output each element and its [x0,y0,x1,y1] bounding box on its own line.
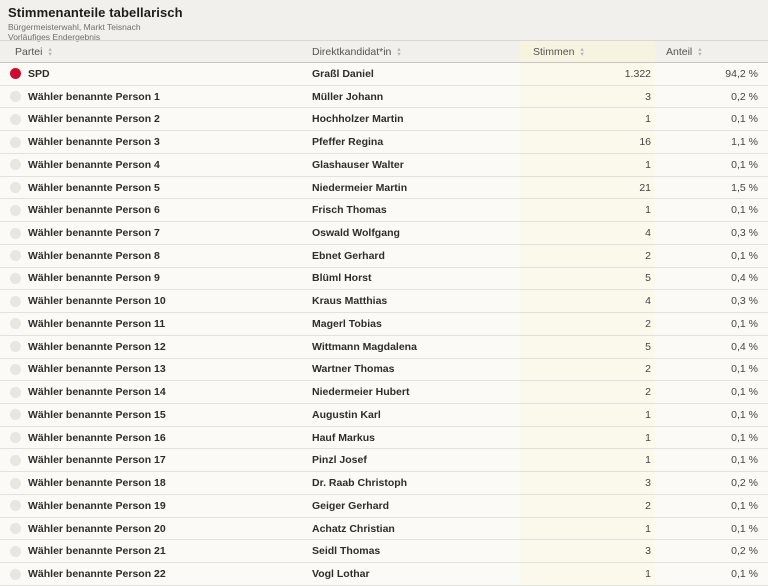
table-body [0,63,768,586]
party-color-dot [10,409,21,420]
candidate-cell [310,86,520,108]
candidate-cell [310,404,520,426]
page-head [0,0,768,40]
share-value: 0,1 % [731,408,758,421]
party-color-dot [10,387,21,398]
party-color-dot [10,159,21,170]
table-row [0,245,768,268]
share-value: 0,2 % [731,90,758,103]
party-color-dot [10,182,21,193]
votes-value: 1 [645,431,651,444]
party-color-dot [10,114,21,125]
table-header-row [0,40,768,63]
table-row [0,472,768,495]
party-color-dot [10,137,21,148]
votes-value: 1 [645,408,651,421]
share-cell [655,245,768,267]
votes-cell [520,404,655,426]
party-cell [0,472,310,494]
party-color-dot [10,478,21,489]
table-row [0,131,768,154]
party-color-dot [10,91,21,102]
votes-cell [520,449,655,471]
candidate-label: Müller Johann [312,90,384,103]
share-cell [655,404,768,426]
candidate-label: Niedermeier Martin [312,181,408,194]
share-cell [655,449,768,471]
candidate-cell [310,131,520,153]
party-label: Wähler benannte Person 19 [28,499,166,512]
votes-value: 5 [645,340,651,353]
party-label: Wähler benannte Person 15 [28,408,166,421]
candidate-cell [310,63,520,85]
candidate-label: Niedermeier Hubert [312,386,410,399]
candidate-cell [310,290,520,312]
candidate-cell [310,518,520,540]
party-label: Wähler benannte Person 10 [28,295,166,308]
candidate-cell [310,199,520,221]
party-color-dot [10,432,21,443]
share-value: 0,1 % [731,158,758,171]
votes-cell [520,86,655,108]
share-cell [655,199,768,221]
votes-value: 5 [645,272,651,285]
page-title: Stimmenanteile tabellarisch [8,5,183,20]
votes-cell [520,63,655,85]
party-cell [0,86,310,108]
party-label: Wähler benannte Person 18 [28,477,166,490]
share-cell [655,359,768,381]
party-cell [0,222,310,244]
candidate-cell [310,359,520,381]
share-cell [655,177,768,199]
table-row [0,268,768,291]
sort-icon[interactable]: ▴ ▾ [580,45,584,58]
party-cell [0,154,310,176]
share-value: 0,1 % [731,113,758,126]
share-value: 0,1 % [731,204,758,217]
column-header-partei[interactable] [0,41,310,62]
votes-value: 4 [645,295,651,308]
party-cell [0,108,310,130]
share-value: 94,2 % [725,67,758,80]
candidate-label: Kraus Matthias [312,295,388,308]
party-label: Wähler benannte Person 17 [28,454,166,467]
votes-value: 2 [645,249,651,262]
candidate-label: Glashauser Walter [312,158,404,171]
share-cell [655,131,768,153]
votes-cell [520,290,655,312]
party-cell [0,449,310,471]
candidate-label: Frisch Thomas [312,204,387,217]
share-cell [655,427,768,449]
party-label: Wähler benannte Person 13 [28,363,166,376]
table-row [0,222,768,245]
candidate-cell [310,495,520,517]
votes-value: 1 [645,113,651,126]
party-color-dot [10,523,21,534]
party-color-dot [10,205,21,216]
table-row [0,199,768,222]
votes-cell [520,177,655,199]
share-cell [655,336,768,358]
votes-cell [520,313,655,335]
share-value: 0,2 % [731,477,758,490]
party-label: Wähler benannte Person 22 [28,568,166,581]
share-cell [655,381,768,403]
table-row [0,177,768,200]
party-color-dot [10,341,21,352]
candidate-cell [310,177,520,199]
votes-cell [520,359,655,381]
votes-cell [520,154,655,176]
votes-value: 1 [645,158,651,171]
votes-cell [520,427,655,449]
table-row [0,563,768,586]
party-cell [0,131,310,153]
candidate-label: Ebnet Gerhard [312,249,385,262]
candidate-label: Wittmann Magdalena [312,340,417,353]
table-row [0,63,768,86]
candidate-cell [310,245,520,267]
votes-cell [520,108,655,130]
votes-cell [520,222,655,244]
party-color-dot [10,318,21,329]
column-header-anteil[interactable] [655,41,768,62]
share-value: 0,1 % [731,363,758,376]
table-row [0,154,768,177]
votes-value: 2 [645,386,651,399]
party-color-dot [10,455,21,466]
votes-cell [520,336,655,358]
candidate-cell [310,108,520,130]
share-cell [655,86,768,108]
party-label: SPD [28,67,50,80]
party-cell [0,381,310,403]
candidate-label: Pfeffer Regina [312,136,384,149]
party-color-dot [10,296,21,307]
votes-value: 3 [645,90,651,103]
column-header-partei-label: Partei [15,45,43,58]
candidate-label: Blüml Horst [312,272,372,285]
share-value: 0,4 % [731,272,758,285]
votes-cell [520,381,655,403]
table-row [0,359,768,382]
subtitle-result-status: Vorläufiges Endergebnis [8,32,101,42]
party-color-dot [10,500,21,511]
votes-value: 3 [645,477,651,490]
candidate-cell [310,154,520,176]
sort-icon[interactable]: ▴ ▾ [397,45,401,58]
candidate-label: Dr. Raab Christoph [312,477,408,490]
party-label: Wähler benannte Person 4 [28,158,160,171]
party-cell [0,313,310,335]
votes-value: 2 [645,363,651,376]
share-value: 0,1 % [731,249,758,262]
table-row [0,336,768,359]
candidate-cell [310,381,520,403]
table-row [0,518,768,541]
candidate-cell [310,268,520,290]
share-value: 0,1 % [731,386,758,399]
share-cell [655,290,768,312]
party-cell [0,359,310,381]
party-label: Wähler benannte Person 20 [28,522,166,535]
candidate-label: Seidl Thomas [312,545,381,558]
column-header-direktkandidat[interactable] [310,41,520,62]
share-value: 0,4 % [731,340,758,353]
share-cell [655,472,768,494]
column-header-anteil-label: Anteil [666,45,693,58]
share-value: 0,1 % [731,499,758,512]
share-value: 0,3 % [731,295,758,308]
votes-cell [520,131,655,153]
votes-cell [520,268,655,290]
table-row [0,495,768,518]
share-value: 0,3 % [731,227,758,239]
share-cell [655,518,768,540]
party-label: Wähler benannte Person 8 [28,249,160,262]
share-cell [655,222,768,244]
votes-value: 1 [645,522,651,535]
party-cell [0,245,310,267]
votes-cell [520,199,655,221]
party-color-dot [10,250,21,261]
votes-value: 4 [645,227,651,239]
share-cell [655,268,768,290]
party-cell [0,427,310,449]
party-label: Wähler benannte Person 1 [28,90,160,103]
party-color-dot [10,273,21,284]
party-cell [0,563,310,585]
party-label: Wähler benannte Person 21 [28,545,166,558]
table-row [0,404,768,427]
party-label: Wähler benannte Person 5 [28,181,160,194]
table-row [0,86,768,109]
table-row [0,313,768,336]
candidate-cell [310,427,520,449]
share-cell [655,63,768,85]
votes-cell [520,540,655,562]
share-value: 0,2 % [731,545,758,558]
candidate-cell [310,472,520,494]
votes-value: 1 [645,204,651,217]
candidate-label: Graßl Daniel [312,67,374,80]
table-row [0,108,768,131]
candidate-label: Geiger Gerhard [312,499,390,512]
column-header-stimmen[interactable] [520,41,655,62]
table-row [0,381,768,404]
party-label: Wähler benannte Person 12 [28,340,166,353]
share-cell [655,108,768,130]
table-row [0,427,768,450]
candidate-cell [310,336,520,358]
table-row [0,449,768,472]
candidate-label: Magerl Tobias [312,317,382,330]
votes-cell [520,518,655,540]
votes-value: 1.322 [624,67,651,80]
subtitle-election: Bürgermeisterwahl, Markt Teisnach [8,22,141,32]
column-header-direktkandidat-label: Direktkandidat*in [312,45,392,58]
share-value: 0,1 % [731,522,758,535]
party-color-dot [10,228,21,239]
share-value: 0,1 % [731,454,758,467]
party-label: Wähler benannte Person 11 [28,317,166,330]
party-cell [0,199,310,221]
share-cell [655,563,768,585]
table-row [0,540,768,563]
candidate-label: Wartner Thomas [312,363,395,376]
party-label: Wähler benannte Person 7 [28,227,160,239]
share-value: 0,1 % [731,431,758,444]
party-cell [0,290,310,312]
share-value: 1,1 % [731,136,758,149]
party-label: Wähler benannte Person 16 [28,431,166,444]
votes-value: 21 [639,181,651,194]
candidate-label: Hauf Markus [312,431,376,444]
party-label: Wähler benannte Person 3 [28,136,160,149]
table-row [0,290,768,313]
party-color-dot [10,569,21,580]
share-cell [655,313,768,335]
votes-cell [520,495,655,517]
party-color-dot [10,364,21,375]
party-cell [0,495,310,517]
share-cell [655,495,768,517]
party-cell [0,518,310,540]
votes-cell [520,563,655,585]
votes-cell [520,472,655,494]
party-cell [0,404,310,426]
party-color-dot [10,68,21,79]
share-cell [655,540,768,562]
votes-cell [520,245,655,267]
party-cell [0,336,310,358]
party-cell [0,177,310,199]
candidate-label: Hochholzer Martin [312,113,404,126]
votes-value: 16 [639,136,651,149]
party-label: Wähler benannte Person 6 [28,204,160,217]
votes-value: 1 [645,568,651,581]
candidate-label: Vogl Lothar [312,568,370,581]
votes-value: 1 [645,454,651,467]
candidate-label: Augustin Karl [312,408,381,421]
party-label: Wähler benannte Person 2 [28,113,160,126]
candidate-cell [310,563,520,585]
candidate-label: Achatz Christian [312,522,395,535]
votes-value: 2 [645,499,651,512]
candidate-cell [310,449,520,471]
candidate-cell [310,540,520,562]
votes-value: 3 [645,545,651,558]
candidate-label: Oswald Wolfgang [312,227,400,239]
party-label: Wähler benannte Person 14 [28,386,166,399]
party-cell [0,63,310,85]
party-color-dot [10,546,21,557]
candidate-cell [310,313,520,335]
sort-icon[interactable]: ▴ ▾ [48,45,52,58]
party-cell [0,540,310,562]
share-value: 0,1 % [731,317,758,330]
candidate-cell [310,222,520,244]
sort-icon[interactable]: ▴ ▾ [698,45,702,58]
party-label: Wähler benannte Person 9 [28,272,160,285]
party-cell [0,268,310,290]
candidate-label: Pinzl Josef [312,454,367,467]
share-cell [655,154,768,176]
share-value: 0,1 % [731,568,758,581]
column-header-stimmen-label: Stimmen [533,45,575,58]
votes-value: 2 [645,317,651,330]
share-value: 1,5 % [731,181,758,194]
